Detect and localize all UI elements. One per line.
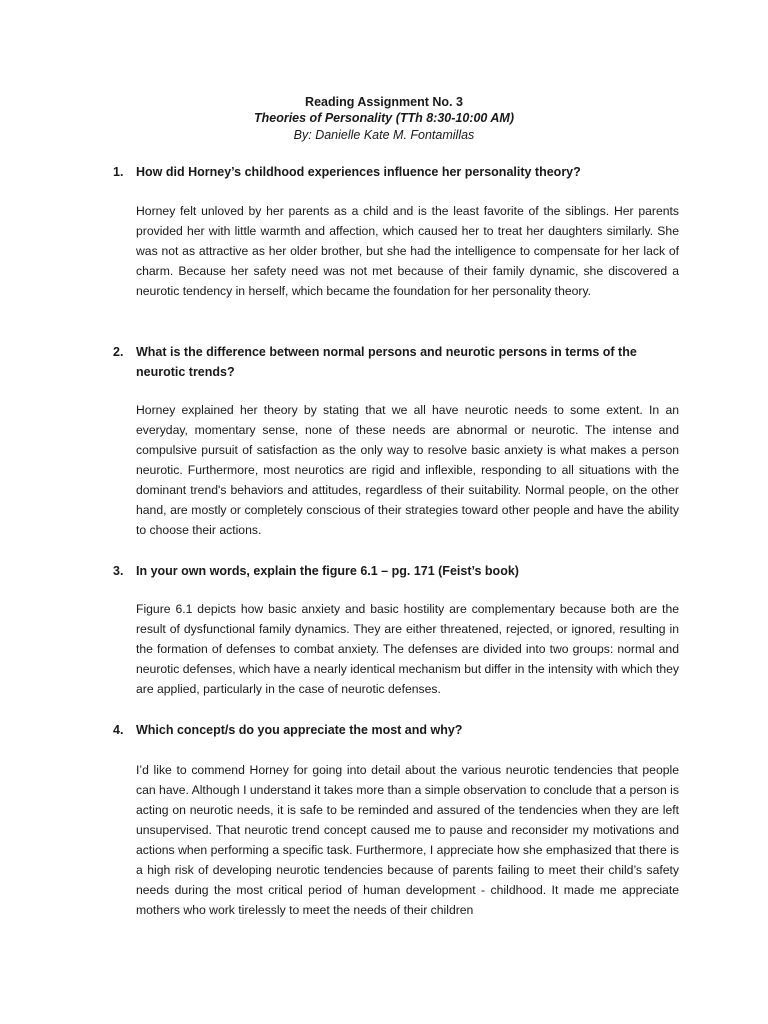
- answer-4: I’d like to commend Horney for going into detail about the various neurotic tendencies that people can have. Although I understand it takes more than a simple observation to conclude that a person is acting on neurotic needs, it is safe to be reminded and assured of the tendencies when they are left unsupervised. That neurotic trend concept caused me to pause and reconsider my motivations and actions when performing a specific task. Furthermore, I appreciate how she emphasized that there is a high risk of developing neurotic tendencies because of parents failing to meet their child’s safety needs during the most critical period of human development - childhood. It made me appreciate mothers who work tirelessly to meet the needs of their children: [136, 763, 679, 917]
- question-text: How did Horney’s childhood experiences influence her personality theory?: [136, 165, 581, 179]
- answer-2: Horney explained her theory by stating that we all have neurotic needs to some extent. In an everyday, momentary sense, none of these needs are abnormal or neurotic. The intense and compulsive pursuit of satisfaction as the only way to resolve basic anxiety is what makes a person neurotic. Furthermore, most neurotics are rigid and inflexible, responding to all situations with the dominant trend's behaviors and attitudes, regardless of their suitability. Normal people, on the other hand, are mostly or completely conscious of their strategies toward other people and have the ability to choose their actions.: [136, 403, 679, 537]
- question-1: [113, 162, 683, 182]
- answer-1: Horney felt unloved by her parents as a child and is the least favorite of the siblings. Her parents provided her with little warmth and affection, which caused her to treat her daughters similarly. She was not as attractive as her older brother, but she had the intelligence to compensate for her lack of charm. Because her safety need was not met because of their family dynamic, she discovered a neurotic tendency in herself, which became the foundation for her personality theory.: [136, 204, 679, 298]
- question-text: In your own words, explain the figure 6.1 – pg. 171 (Feist’s book): [136, 564, 519, 578]
- question-number: 2.: [113, 345, 124, 359]
- course-subtitle: Theories of Personality (TTh 8:30-10:00 AM): [253, 111, 514, 125]
- question-3: [113, 561, 683, 581]
- question-number: 3.: [113, 564, 124, 578]
- question-text: Which concept/s do you appreciate the most and why?: [136, 723, 463, 737]
- question-text: What is the difference between normal persons and neurotic persons in terms of the neurotic trends?: [136, 345, 637, 379]
- question-number: 4.: [113, 723, 124, 737]
- question-4: [113, 720, 683, 740]
- question-2: [113, 342, 683, 382]
- answer-3: Figure 6.1 depicts how basic anxiety and basic hostility are complementary because both are the result of dysfunctional family dynamics. They are either threatened, rejected, or ignored, resulting in the formation of defenses to combat anxiety. The defenses are divided into two groups: normal and neurotic defenses, which have a nearly identical mechanism but differ in the intensity with which they are applied, particularly in the case of neurotic defenses.: [136, 602, 679, 696]
- question-number: 1.: [113, 165, 124, 179]
- document-title: Reading Assignment No. 3: [305, 95, 463, 109]
- author-line: By: Danielle Kate M. Fontamillas: [293, 128, 475, 142]
